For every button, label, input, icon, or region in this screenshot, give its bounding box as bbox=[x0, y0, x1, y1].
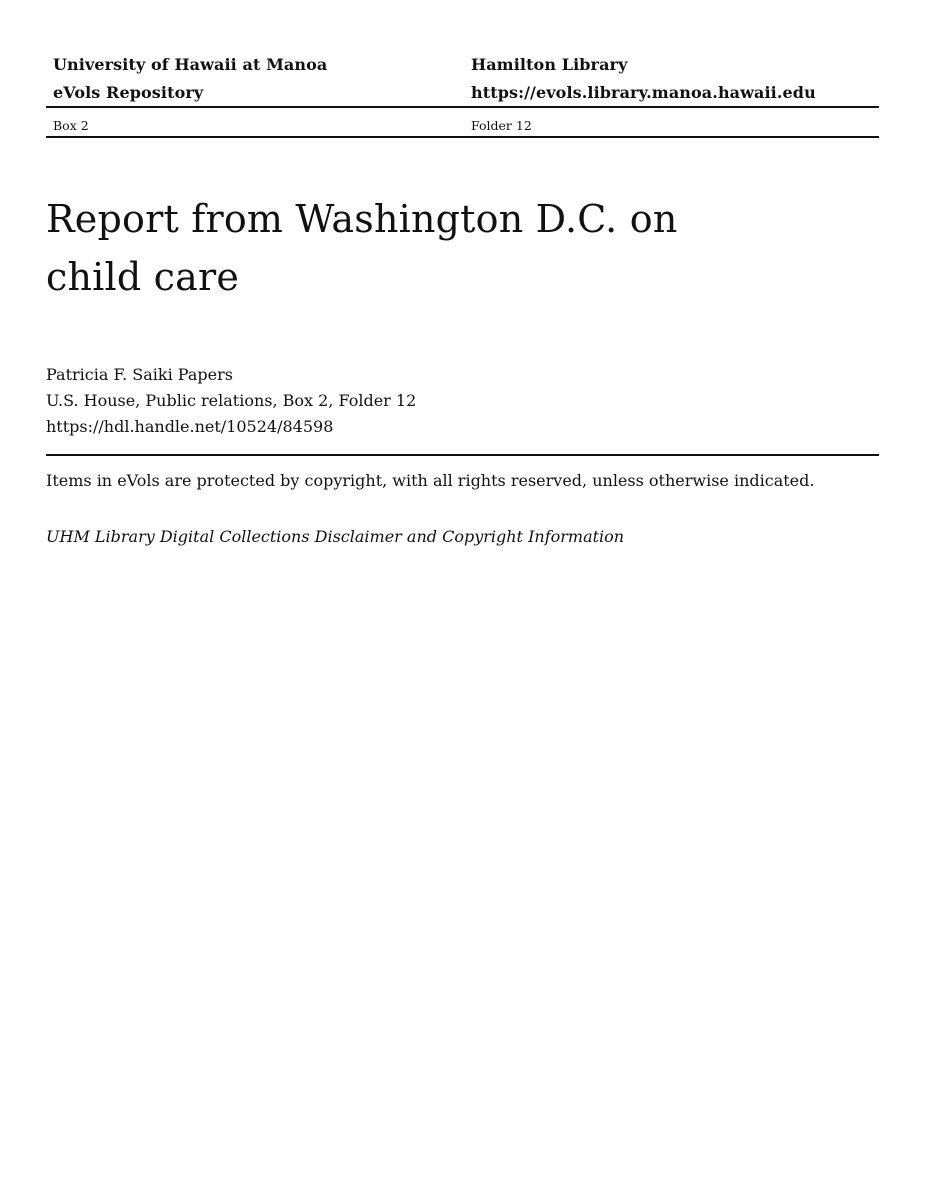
copyright-notice: Items in eVols are protected by copyright, with all rights reserved, unless otherwise indicated. bbox=[46, 471, 815, 490]
divider bbox=[46, 454, 879, 456]
repository-name: eVols Repository bbox=[53, 83, 204, 102]
header-row-2 bbox=[46, 78, 879, 108]
header-row-1 bbox=[46, 52, 879, 78]
header-table bbox=[46, 52, 879, 138]
document-title bbox=[46, 190, 746, 306]
folder-label: Folder 12 bbox=[471, 118, 532, 133]
title-line-2: child care bbox=[46, 255, 240, 299]
disclaimer-link[interactable]: UHM Library Digital Collections Disclaimer and Copyright Information bbox=[46, 527, 625, 546]
title-line-1: Report from Washington D.C. on bbox=[46, 197, 678, 241]
document-metadata bbox=[46, 362, 416, 440]
handle-url[interactable]: https://hdl.handle.net/10524/84598 bbox=[46, 417, 334, 436]
library-name: Hamilton Library bbox=[471, 55, 628, 74]
box-label: Box 2 bbox=[53, 118, 89, 133]
series-path: U.S. House, Public relations, Box 2, Folder 12 bbox=[46, 391, 417, 410]
repository-url[interactable]: https://evols.library.manoa.hawaii.edu bbox=[471, 83, 816, 102]
collection-name: Patricia F. Saiki Papers bbox=[46, 365, 233, 384]
institution-name: University of Hawaii at Manoa bbox=[53, 55, 328, 74]
header-row-3 bbox=[46, 108, 879, 138]
